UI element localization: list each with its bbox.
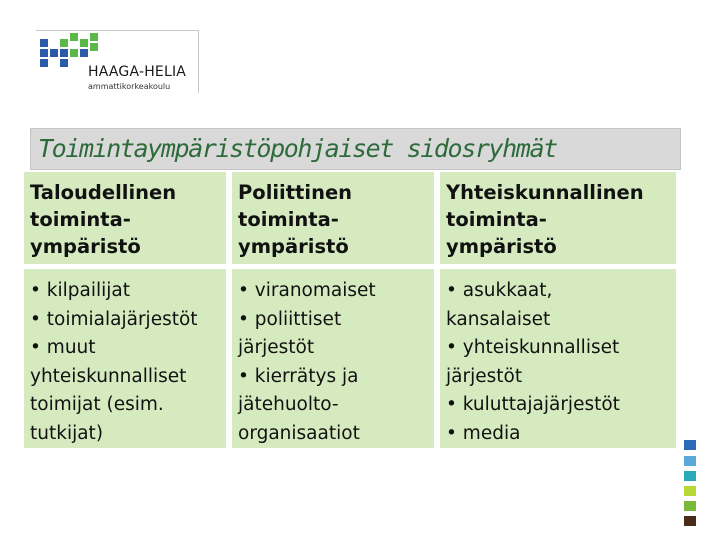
stakeholder-table: [24, 172, 676, 448]
list-item: järjestöt: [446, 365, 523, 387]
item-list: [446, 277, 620, 448]
header-line: Taloudellinen: [30, 181, 177, 204]
haaga-helia-logo: [36, 30, 199, 93]
list-item: • media: [446, 422, 521, 444]
list-item: toimijat (esim.: [30, 394, 164, 415]
list-item: • kilpailijat: [30, 280, 131, 301]
stripe-lime: [684, 486, 696, 496]
header-line: toiminta-: [30, 208, 131, 231]
list-item: • muut: [30, 337, 96, 358]
header-line: toiminta-: [238, 208, 339, 231]
header-cell-political: [232, 172, 434, 264]
logo-subtitle: ammattikorkeakoulu: [88, 82, 171, 91]
list-item: yhteiskunnalliset: [30, 365, 187, 387]
header-line: Yhteiskunnallinen: [446, 181, 644, 204]
header-cell-economic: [24, 172, 226, 264]
logo-name: HAAGA-HELIA: [88, 64, 187, 80]
list-item: • toimialajärjestöt: [30, 308, 198, 330]
list-item: • yhteiskunnalliset: [446, 337, 620, 358]
list-item: organisaatiot: [238, 422, 360, 444]
list-item: • kierrätys ja: [238, 365, 359, 387]
header-cell-societal: [440, 172, 676, 264]
header-line: toiminta-: [446, 208, 547, 231]
body-cell-economic: [24, 269, 226, 448]
header-line: ympäristö: [30, 235, 141, 258]
logo-mark-icon: [40, 33, 102, 67]
list-item: • kuluttajajärjestöt: [446, 394, 620, 415]
item-list: [238, 277, 376, 448]
list-item: tutkijat): [30, 422, 104, 444]
item-list: [30, 277, 198, 448]
list-item: • asukkaat,: [446, 280, 553, 301]
header-text: [30, 179, 176, 260]
header-line: ympäristö: [446, 235, 557, 258]
stripe-brown: [684, 516, 696, 526]
list-item: • poliittiset: [238, 308, 342, 330]
list-item: kansalaiset: [446, 308, 551, 330]
header-text: [446, 179, 644, 260]
list-item: • viranomaiset: [238, 280, 376, 301]
title-band: [30, 128, 681, 170]
stripe-teal: [684, 471, 696, 481]
body-cell-societal: [440, 269, 676, 448]
stripe-light-blue: [684, 456, 696, 466]
list-item: järjestöt: [238, 337, 315, 358]
slide-title: Toimintaympäristöpohjaiset sidosryhmät: [38, 134, 557, 163]
list-item: jätehuolto-: [238, 394, 339, 415]
body-cell-political: [232, 269, 434, 448]
header-text: [238, 179, 352, 260]
header-line: ympäristö: [238, 235, 349, 258]
stripe-blue: [684, 440, 696, 450]
header-line: Poliittinen: [238, 181, 353, 204]
stripe-green: [684, 501, 696, 511]
